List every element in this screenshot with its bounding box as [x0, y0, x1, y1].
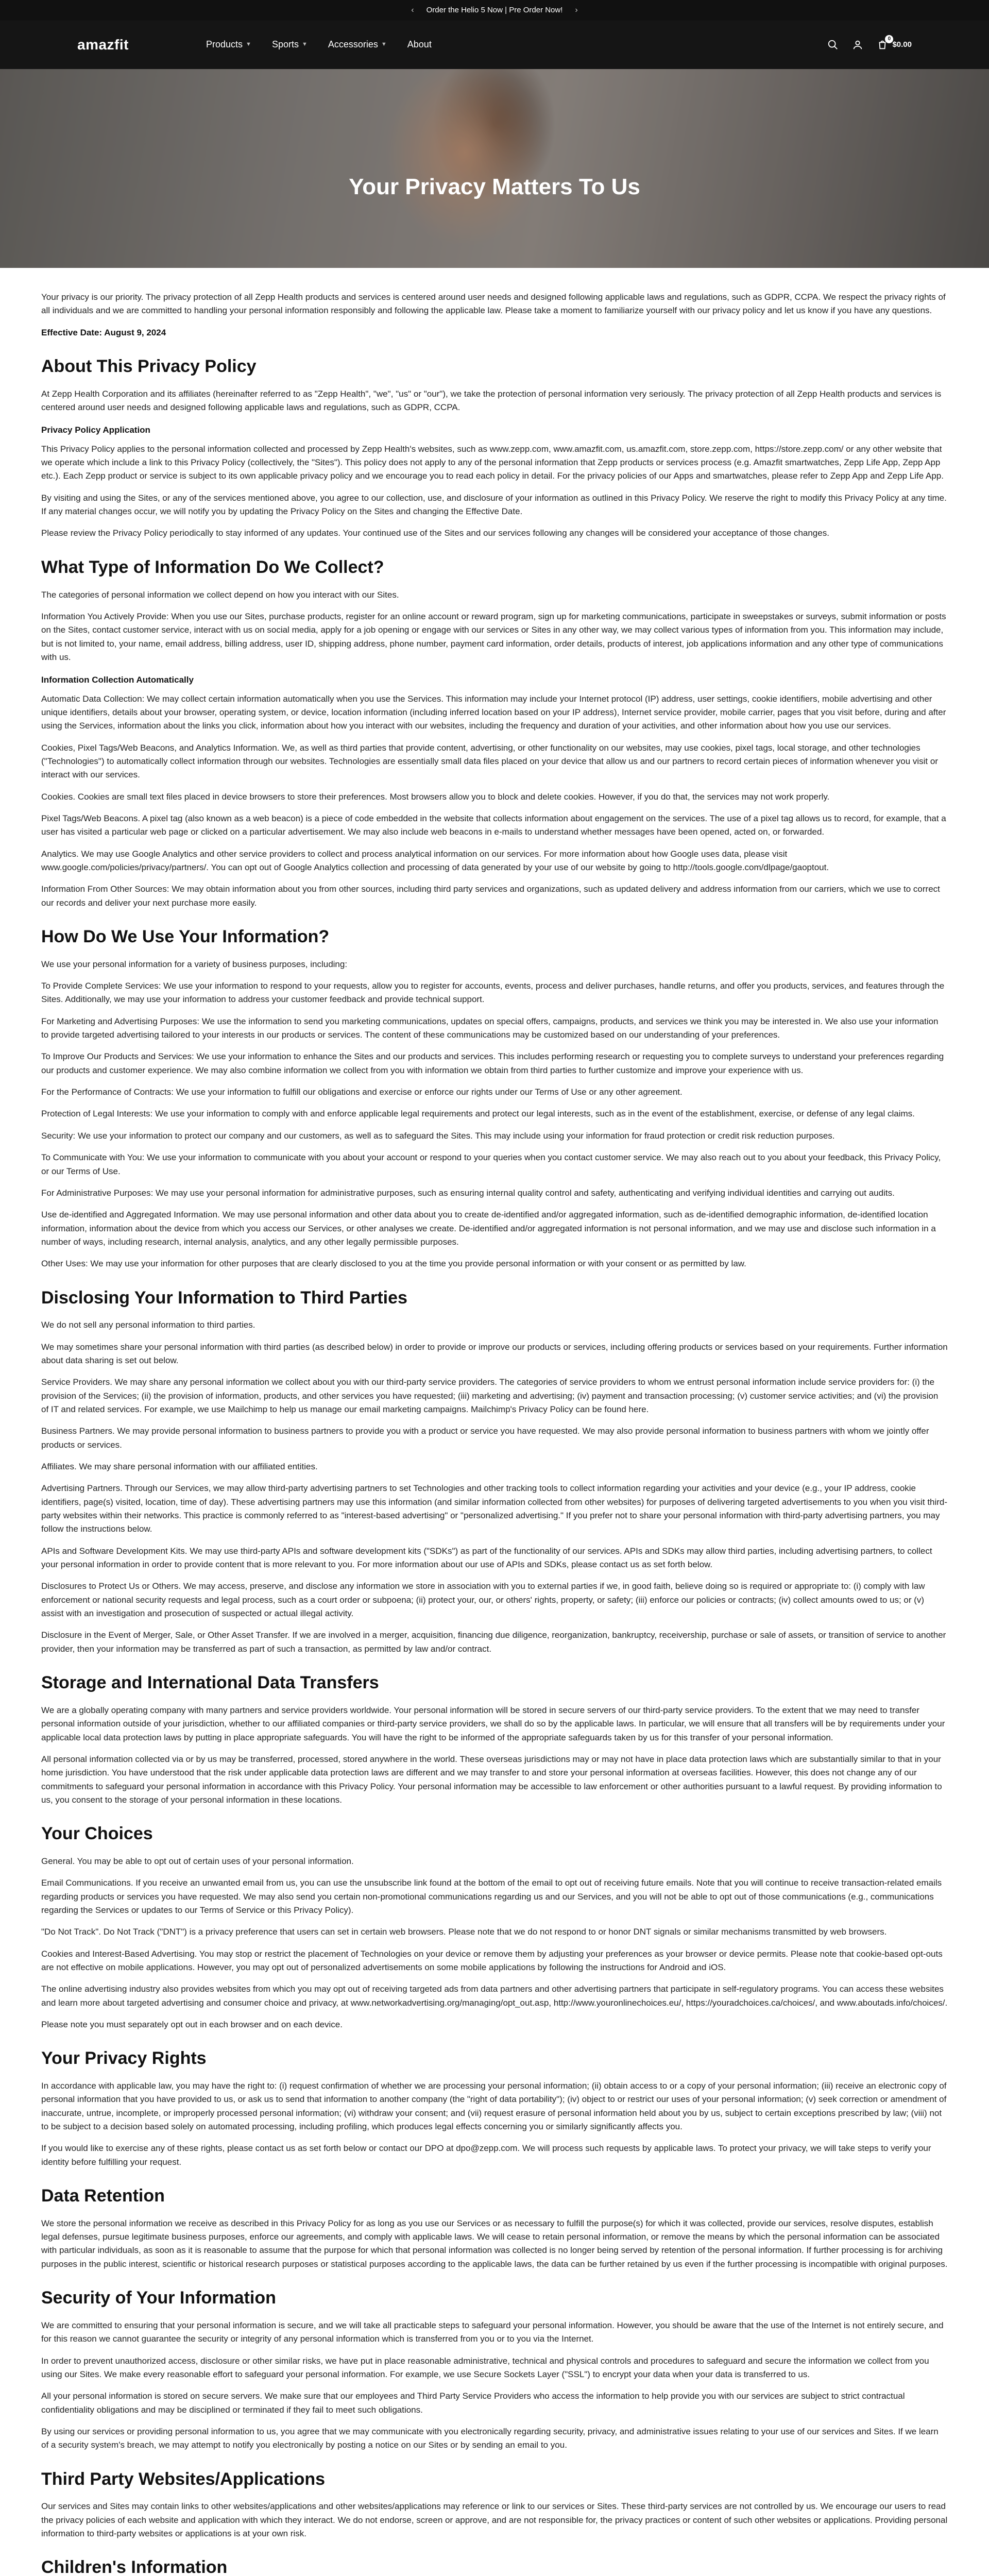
paragraph: We use your personal information for a variety of business purposes, including:: [41, 959, 348, 969]
paragraph: We store the personal information we receive as described in this Privacy Policy for as long as you use our Services or as necessary to fulfill the purpose(s) for which it was collected, provide our services, resolve disputes, establish legal defenses, pursue legitimate business purposes, enforce our agreements, and comply with applicable laws. We will cease to retain personal information, or remove the means by which the personal information can be associated with particular individuals, as soon as it is reasonable to assume that the purpose for which that personal information was collected is no longer being served by retention of the personal information. If further processing is for archiving purposes in the public interest, scientific or historical research purposes or statistical purposes according to the applicable laws, the data can be further retained by us even if the further processing is incompatible with original purposes.: [41, 2218, 948, 2269]
paragraph: If you would like to exercise any of these rights, please contact us as set forth below or contact our DPO at dpo@zepp.com. We will process such requests by applicable laws. To protect your privacy, we will take steps to verify your identity before fulfilling your request.: [41, 2143, 931, 2167]
paragraph: To Provide Complete Services: We use your information to respond to your requests, allow you to register for accounts, events, process and deliver purchases, handle returns, and offer you products, services, and features through the Sites. Additionally, we may use your information to address your customer feedback and provide technical support.: [41, 981, 945, 1005]
paragraph: Information You Actively Provide: When you use our Sites, purchase products, register for an online account or reward program, sign up for marketing communications, participate in sweepstakes or surveys, submit information or posts on the Sites, contact customer service, interact with us on social media, apply for a job opening or engage with our services or Sites in any other way, we may collect various types of information from you. This information may include, but is not limited to, your name, email address, billing address, user ID, shipping address, phone number, payment card information, order details, products of interest, job applications information and any other type of communications with us.: [41, 611, 946, 662]
intro-paragraph: Your privacy is our priority. The privacy protection of all Zepp Health products and services is centered around user needs and designed following applicable laws and regulations, such as GDPR, CCPA. We respect the privacy rights of all individuals and we are committed to handling your personal information responsibly and following the applicable law. Please take a moment to familiarize yourself with our privacy policy and let us know if you have any questions.: [41, 292, 946, 316]
section-heading: Third Party Websites/Applications: [41, 2469, 326, 2489]
section-heading: About This Privacy Policy: [41, 357, 257, 377]
section-heading: Children's Information: [41, 2557, 228, 2576]
nav-label: Accessories: [328, 39, 378, 50]
subsection-heading: Privacy Policy Application: [41, 425, 150, 435]
nav-item-products[interactable]: [206, 38, 251, 52]
paragraph: For the Performance of Contracts: We use your information to fulfill our obligations and exercise or enforce our rights under our Terms of Use or any other agreement.: [41, 1087, 683, 1097]
promo-bar: [0, 0, 989, 21]
paragraph: For Administrative Purposes: We may use your personal information for administrative purposes, such as ensuring internal quality control and safety, authenticating and verifying individual identities and carrying out audits.: [41, 1188, 895, 1198]
nav-item-accessories[interactable]: [328, 38, 387, 52]
section-heading: Disclosing Your Information to Third Parties: [41, 1287, 407, 1308]
paragraph: Use de-identified and Aggregated Information. We may use personal information and other data about you to create de-identified and/or aggregated information, such as de-identified demographic information, de-identified location information, information about the device from which you access our Services, or other analyses we create. De-identified and/or aggregated information is not personal information, and we may use and disclose such information in a number of ways, including research, internal analysis, analytics, and any other legally permissible purposes.: [41, 1210, 936, 1247]
paragraph: We do not sell any personal information to third parties.: [41, 1320, 255, 1330]
search-icon[interactable]: [827, 39, 839, 50]
paragraph: For Marketing and Advertising Purposes: We use the information to send you marketing communications, updates on special offers, campaigns, products, and services we think you may be interested in. We also use your information to provide targeted advertising tailored to your interests in our products or services. The content of these communications may be customized based on our understanding of your preferences.: [41, 1016, 939, 1040]
paragraph: We may sometimes share your personal information with third parties (as described below) in order to provide or improve our products or services, including offering products or services based on your requirements. Further information about data sharing is set out below.: [41, 1342, 948, 1365]
paragraph: To Communicate with You: We use your information to communicate with you about your account or respond to your queries when you contact customer service. We may also reach out to you about your feedback, this Privacy Policy, or our Terms of Use.: [41, 1153, 941, 1176]
paragraph: At Zepp Health Corporation and its affiliates (hereinafter referred to as "Zepp Health", "we", "us" or "our"), we take the protection of personal information very seriously. The privacy protection of all Zepp Health products and services is centered around user needs and designed following applicable laws and regulations, such as GDPR, CCPA.: [41, 388, 942, 413]
chevron-down-icon: ▼: [246, 41, 251, 48]
paragraph: APIs and Software Development Kits. We may use third-party APIs and software development kits ("SDKs") as part of the functionality of our services. APIs and SDKs may allow third parties, including advertising partners, to collect your personal information in order to provide content that is more relevant to you. For more information about our use of APIs and SDKs, please contact us as set forth below.: [41, 1546, 932, 1570]
nav-item-about[interactable]: [407, 38, 432, 52]
paragraph: In order to prevent unauthorized access, disclosure or other similar risks, we have put in place reasonable administrative, technical and physical controls and procedures to safeguard and secure the information we collect from you using our Sites. We make every reasonable effort to safeguard your personal information. For example, we use Secure Sockets Layer ("SSL") to encrypt your data when your data is transferred to us.: [41, 2355, 929, 2379]
paragraph: The categories of personal information we collect depend on how you interact with our Sites.: [41, 589, 399, 600]
effective-date: [41, 326, 948, 340]
promo-text[interactable]: Order the Helio 5 Now | Pre Order Now!: [426, 6, 563, 15]
paragraph: Protection of Legal Interests: We use your information to comply with and enforce applicable legal requirements and protect our legal interests, such as in the event of the establishment, exercise, or defense of any legal claims.: [41, 1109, 915, 1119]
paragraph: In accordance with applicable law, you may have the right to: (i) request confirmation of whether we are processing your personal information; (ii) obtain access to or a copy of your personal information; (iii) receive an electronic copy of personal information that you have provided to us, or ask us to send that information to another company (the "right of data portability"); (iv) object to or restrict our uses of your personal information; (v) seek correction or amendment of inaccurate, untrue, incomplete, or improperly processed personal information; (vi) withdraw your consent; and (vii) request erasure of personal information held about you by us, subject to certain exceptions prescribed by law; (viii) not to be subject to a decision based solely on automated processing, including profiling, which produces legal effects concerning you or similarly significantly affects you.: [41, 2081, 947, 2132]
paragraph: Please note you must separately opt out in each browser and on each device.: [41, 2020, 343, 2029]
policy-content: [0, 268, 989, 2576]
nav-menu: [206, 38, 432, 52]
section-heading: Your Privacy Rights: [41, 2048, 207, 2069]
user-icon[interactable]: [852, 39, 863, 50]
section-heading: Your Choices: [41, 1824, 153, 1844]
section-heading: How Do We Use Your Information?: [41, 927, 330, 947]
nav-label: Products: [206, 39, 243, 50]
chevron-down-icon: ▼: [381, 41, 387, 48]
cart-button[interactable]: [877, 36, 912, 50]
section-heading: Security of Your Information: [41, 2288, 276, 2308]
paragraph: Business Partners. We may provide personal information to business partners to provide you with a product or service you have requested. We may also provide personal information to business partners with whom we jointly offer products or services.: [41, 1426, 929, 1450]
paragraph: Analytics. We may use Google Analytics and other service providers to collect and process analytical information on our services. For more information about how Google uses data, please visit www.google.com/policies/privacy/partners/. You can opt out of Google Analytics collection and processing of data generated by your use of our website by going to http://tools.google.com/dlpage/gaoptout.: [41, 849, 829, 872]
paragraph: Disclosures to Protect Us or Others. We may access, preserve, and disclose any information we store in association with you to external parties if we, in good faith, believe doing so is required or appropriate to: (i) comply with law enforcement or national security requests and legal process, such as a court order or subpoena; (ii) protect your, our, or others' rights, property, or safety; (iii) enforce our policies or contracts; (iv) collect amounts owed to us; or (v) assist with an investigation and prosecution of suspected or actual illegal activity.: [41, 1581, 925, 1619]
paragraph: By visiting and using the Sites, or any of the services mentioned above, you agree to our collection, use, and disclosure of your information as outlined in this Privacy Policy. We reserve the right to modify this Privacy Policy at any time. If any material changes occur, we will notify you by updating the Privacy Policy on the Sites and changing the Effective Date.: [41, 493, 947, 517]
section-heading: Storage and International Data Transfers: [41, 1673, 379, 1693]
section-heading: What Type of Information Do We Collect?: [41, 557, 384, 577]
paragraph: This Privacy Policy applies to the personal information collected and processed by Zepp Health's websites, such as www.zepp.com, www.amazfit.com, us.amazfit.com, store.zepp.com, https://store.zepp.com/ or any other website that we operate which include a link to this Privacy Policy (collectively, the "Sites"). This policy does not apply to any of the personal information that Zepp products or services process (e.g. Amazfit smartwatches, Zepp Life App, Zepp App etc.). Each Zepp product or service is subject to its own applicable privacy policy and we encourage you to read each policy in detail. For the privacy policies of our Apps and smartwatches, please refer to Zepp App and Zepp Life App.: [41, 444, 944, 481]
page-title: Your Privacy Matters To Us: [349, 174, 640, 199]
nav-icons: [827, 36, 912, 50]
subsection-heading: Information Collection Automatically: [41, 675, 194, 685]
nav-label: About: [407, 39, 432, 50]
paragraph: The online advertising industry also provides websites from which you may opt out of receiving targeted ads from data partners and other advertising partners that participate in self-regulatory programs. You can access these websites and learn more about targeted advertising and consumer choice and privacy, at www.networkadvertising.org/managing/opt_out.asp, http://www.youronlinechoices.eu/, https://youradchoices.ca/choices/, and www.aboutads.info/choices/.: [41, 1984, 948, 2008]
paragraph: Service Providers. We may share any personal information we collect about you with our third-party service providers. The categories of service providers to whom we entrust personal information include service providers for: (i) the provision of the Services; (ii) the provision of information, products, and other services you have requested; (iii) marketing and advertising; (iv) payment and transaction processing; (v) customer service activities; and (vi) the provision of IT and related services. For example, we use Mailchimp to help us manage our email marketing campaigns. Mailchimp's Privacy Policy can be found here.: [41, 1377, 939, 1414]
cart-count-badge: 0: [885, 35, 893, 43]
cart-icon: [877, 36, 891, 50]
paragraph: Information From Other Sources: We may obtain information about you from other sources, including third party services and organizations, such as updated delivery and address information from our carriers, which we use to correct our records and deliver your next purchase more easily.: [41, 884, 940, 908]
cart-amount: $0.00: [892, 40, 912, 49]
brand-logo[interactable]: amazfit: [77, 37, 129, 53]
paragraph: Automatic Data Collection: We may collect certain information automatically when you use the Services. This information may include your Internet protocol (IP) address, user settings, cookie identifiers, mobile advertising and other unique identifiers, details about your browser, operating system, or device, location information (including inferred location based on your IP address), Internet service provider, mobile carrier, pages that you visit before, during and after using the Services, information about the links you click, information about how you interact with our websites, including the frequency and duration of your activities, and other information about how you use our services.: [41, 693, 946, 731]
paragraph: By using our services or providing personal information to us, you agree that we may communicate with you electronically regarding security, privacy, and administrative issues relating to your use of our services and Sites. If we learn of a security system's breach, we may attempt to notify you electronically by posting a notice on our Sites or by sending an email to you.: [41, 2426, 939, 2450]
paragraph: Email Communications. If you receive an unwanted email from us, you can use the unsubscribe link found at the bottom of the email to opt out of receiving future emails. Note that you will continue to receive transaction-related emails regarding products or services you have requested. We may also send you certain non-promotional communications regarding us and our Services, and you will not be able to opt out of those communications (e.g., communications regarding the Services or updates to our Terms of Service or this Privacy Policy).: [41, 1878, 942, 1915]
promo-next-icon[interactable]: ›: [575, 5, 578, 14]
paragraph: Advertising Partners. Through our Services, we may allow third-party advertising partners to set Technologies and other tracking tools to collect information regarding your activities and your device (e.g., your IP address, cookie identifiers, page(s) visited, location, time of day). These advertising partners may use this information (and similar information collected from other websites) for purposes of delivering targeted advertisements to you when you visit third-party websites within their networks. This practice is commonly referred to as "interest-based advertising" or "personalized advertising." If you prefer not to share your personal information with third-party advertising partners, you may follow the instructions below.: [41, 1483, 948, 1534]
nav-label: Sports: [271, 39, 299, 50]
paragraph: All your personal information is stored on secure servers. We make sure that our employees and Third Party Service Providers who access the information to help provide you with our services are subject to strict contractual confidentiality obligations and may be disciplined or terminated if they fail to meet such obligations.: [41, 2391, 905, 2415]
paragraph: Security: We use your information to protect our company and our customers, as well as to safeguard the Sites. This may include using your information for fraud protection or credit risk reduction purposes.: [41, 1130, 835, 1141]
paragraph: Disclosure in the Event of Merger, Sale, or Other Asset Transfer. If we are involved in a merger, acquisition, financing due diligence, reorganization, bankruptcy, receivership, purchase or sale of assets, or transition of service to another provider, then your information may be transferred as part of such a transaction, as permitted by law and/or contract.: [41, 1630, 946, 1654]
paragraph: All personal information collected via or by us may be transferred, processed, stored anywhere in the world. These overseas jurisdictions may or may not have in place data protection laws which are substantially similar to that in your home jurisdiction. You have understood that the risk under applicable data protection laws are different and we may transfer to and store your personal information at overseas facilities. However, this does not change any of our commitments to safeguard your personal information in accordance with this Privacy Policy. Your personal information may be accessible to law enforcement or other authorities pursuant to a lawful request. By providing information to us, you consent to the storage of your personal information in these locations.: [41, 1754, 942, 1805]
paragraph: Our services and Sites may contain links to other websites/applications and other websites/applications may reference or link to our services or Sites. These third-party services are not controlled by us. We encourage our users to read the privacy policies of each website and application with which they interact. We do not endorse, screen or approve, and are not responsible for, the privacy practices or content of such other websites or applications. Providing personal information to third-party websites or applications is at your own risk.: [41, 2501, 948, 2538]
paragraph: General. You may be able to opt out of certain uses of your personal information.: [41, 1856, 354, 1866]
section-heading: Data Retention: [41, 2186, 165, 2206]
paragraph: We are committed to ensuring that your personal information is secure, and we will take all practicable steps to safeguard your personal information. However, you should be aware that the use of the Internet is not entirely secure, and for this reason we cannot guarantee the security or integrity of any personal information which is transferred from you or to you via the Internet.: [41, 2320, 944, 2344]
paragraph: Affiliates. We may share personal information with our affiliated entities.: [41, 1462, 318, 1471]
paragraph: Other Uses: We may use your information for other purposes that are clearly disclosed to you at the time you provide personal information or with your consent or as permitted by law.: [41, 1259, 746, 1269]
hero-banner: [0, 69, 989, 268]
paragraph: "Do Not Track". Do Not Track ("DNT") is a privacy preference that users can set in certain web browsers. Please note that we do not respond to or honor DNT signals or similar mechanisms transmitted by web browsers.: [41, 1927, 887, 1937]
paragraph: We are a globally operating company with many partners and service providers worldwide. Your personal information will be stored in secure servers of our third-party service providers. To the extent that we may need to transfer personal information outside of your jurisdiction, whether to our affiliated companies or third-party service providers, we shall do so by the applicable laws. In particular, we will ensure that all transfers will be by requirements under your applicable local data protection laws by putting in place appropriate safeguards. You will have the right to be informed of the appropriate safeguards taken by us for this transfer of your personal information.: [41, 1705, 945, 1742]
chevron-down-icon: ▼: [301, 41, 308, 48]
paragraph: Please review the Privacy Policy periodically to stay informed of any updates. Your continued use of the Sites and our services following any changes will be considered your acceptance of those changes.: [41, 528, 829, 538]
paragraph: Cookies. Cookies are small text files placed in device browsers to store their preferences. Most browsers allow you to block and delete cookies. However, if you do that, the services may not work properly.: [41, 791, 830, 802]
paragraph: Cookies, Pixel Tags/Web Beacons, and Analytics Information. We, as well as third parties that provide content, advertising, or other functionality on our websites, may use cookies, pixel tags, local storage, and other technologies ("Technologies") to automatically collect information through our websites. Technologies are essentially small data files placed on your device that allow us and our partners to record certain pieces of information whenever you visit or interact with our services.: [41, 742, 938, 780]
paragraph: Cookies and Interest-Based Advertising. You may stop or restrict the placement of Technologies on your device or remove them by adjusting your preferences as your browser or device permits. Please note that cookie-based opt-outs are not effective on mobile applications. However, you may opt out of personalized advertisements on some mobile applications by following the instructions for Android and iOS.: [41, 1948, 943, 1972]
paragraph: To Improve Our Products and Services: We use your information to enhance the Sites and our products and services. This includes performing research or requesting you to complete surveys to understand your preferences regarding our products and customer experience. We may also combine information we collect from you with information we obtain from third parties to further customize and improve your experience with us.: [41, 1052, 944, 1075]
promo-prev-icon[interactable]: ‹: [411, 5, 414, 14]
nav-item-sports[interactable]: [272, 38, 308, 52]
main-navigation: [0, 21, 989, 69]
paragraph: Pixel Tags/Web Beacons. A pixel tag (also known as a web beacon) is a piece of code embedded in the website that collects information about engagement on the services. The use of a pixel tag allows us to record, for example, that a user has visited a particular web page or clicked on a particular advertisement. We may also include web beacons in e-mails to understand whether messages have been opened, acted on, or forwarded.: [41, 813, 946, 837]
effective-date-text: Effective Date: August 9, 2024: [41, 327, 166, 337]
